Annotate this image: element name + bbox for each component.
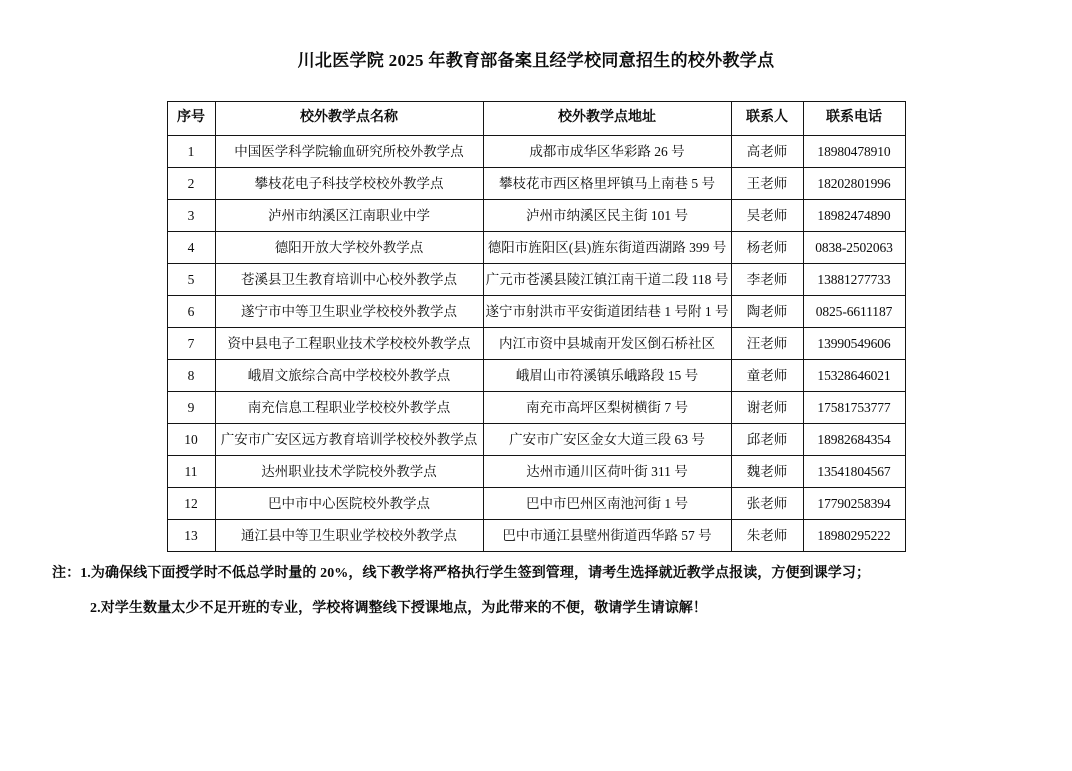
table-row <box>167 264 905 296</box>
cell-index: 2 <box>167 168 215 200</box>
column-header-address: 校外教学点地址 <box>483 102 731 136</box>
cell-name: 资中县电子工程职业技术学校校外教学点 <box>215 328 483 360</box>
column-header-name: 校外教学点名称 <box>215 102 483 136</box>
cell-phone: 15328646021 <box>803 360 905 392</box>
cell-index: 8 <box>167 360 215 392</box>
cell-phone: 18980478910 <box>803 136 905 168</box>
table-row <box>167 296 905 328</box>
cell-address: 巴中市巴州区南池河街 1 号 <box>483 488 731 520</box>
cell-address: 德阳市旌阳区(县)旌东街道西湖路 399 号 <box>483 232 731 264</box>
column-header-contact: 联系人 <box>731 102 803 136</box>
table-row <box>167 488 905 520</box>
cell-phone: 0838-2502063 <box>803 232 905 264</box>
cell-contact: 陶老师 <box>731 296 803 328</box>
cell-contact: 魏老师 <box>731 456 803 488</box>
cell-address: 广安市广安区金女大道三段 63 号 <box>483 424 731 456</box>
table-row <box>167 456 905 488</box>
cell-contact: 谢老师 <box>731 392 803 424</box>
cell-name: 通江县中等卫生职业学校校外教学点 <box>215 520 483 552</box>
table-row <box>167 328 905 360</box>
cell-index: 3 <box>167 200 215 232</box>
cell-phone: 0825-6611187 <box>803 296 905 328</box>
document-page <box>0 46 1072 771</box>
cell-index: 6 <box>167 296 215 328</box>
cell-index: 1 <box>167 136 215 168</box>
note-line-2: 2.对学生数量太少不足开班的专业，学校将调整线下授课地点，为此带来的不便，敬请学生请谅解！ <box>90 601 707 616</box>
cell-phone: 17790258394 <box>803 488 905 520</box>
cell-phone: 18202801996 <box>803 168 905 200</box>
cell-address: 广元市苍溪县陵江镇江南干道二段 118 号 <box>483 264 731 296</box>
cell-contact: 吴老师 <box>731 200 803 232</box>
cell-address: 攀枝花市西区格里坪镇马上南巷 5 号 <box>483 168 731 200</box>
cell-name: 中国医学科学院输血研究所校外教学点 <box>215 136 483 168</box>
cell-phone: 18980295222 <box>803 520 905 552</box>
cell-name: 广安市广安区远方教育培训学校校外教学点 <box>215 424 483 456</box>
cell-phone: 13990549606 <box>803 328 905 360</box>
cell-contact: 邱老师 <box>731 424 803 456</box>
cell-contact: 王老师 <box>731 168 803 200</box>
column-header-phone: 联系电话 <box>803 102 905 136</box>
cell-contact: 汪老师 <box>731 328 803 360</box>
cell-index: 7 <box>167 328 215 360</box>
table-row <box>167 168 905 200</box>
cell-name: 峨眉文旅综合高中学校校外教学点 <box>215 360 483 392</box>
table-row <box>167 200 905 232</box>
table-header-row <box>167 102 905 136</box>
teaching-points-table-container <box>0 101 1072 552</box>
table-row <box>167 520 905 552</box>
note-line-1: 注：1.为确保线下面授学时不低总学时量的 20%，线下教学将严格执行学生签到管理，请考生选择就近教学点报读，方便到课学习； <box>52 566 871 581</box>
cell-phone: 18982684354 <box>803 424 905 456</box>
cell-phone: 13541804567 <box>803 456 905 488</box>
cell-phone: 17581753777 <box>803 392 905 424</box>
cell-index: 13 <box>167 520 215 552</box>
cell-phone: 13881277733 <box>803 264 905 296</box>
cell-phone: 18982474890 <box>803 200 905 232</box>
page-title: 川北医学院 2025 年教育部备案且经学校同意招生的校外教学点 <box>297 51 775 70</box>
cell-name: 达州职业技术学院校外教学点 <box>215 456 483 488</box>
cell-contact: 张老师 <box>731 488 803 520</box>
table-row <box>167 424 905 456</box>
cell-contact: 杨老师 <box>731 232 803 264</box>
cell-name: 苍溪县卫生教育培训中心校外教学点 <box>215 264 483 296</box>
table-row <box>167 232 905 264</box>
cell-name: 遂宁市中等卫生职业学校校外教学点 <box>215 296 483 328</box>
cell-address: 内江市资中县城南开发区倒石桥社区 <box>483 328 731 360</box>
table-row <box>167 136 905 168</box>
cell-contact: 童老师 <box>731 360 803 392</box>
cell-contact: 李老师 <box>731 264 803 296</box>
cell-index: 10 <box>167 424 215 456</box>
table-row <box>167 392 905 424</box>
table-row <box>167 360 905 392</box>
cell-index: 5 <box>167 264 215 296</box>
cell-index: 4 <box>167 232 215 264</box>
cell-index: 11 <box>167 456 215 488</box>
notes-section <box>0 563 1072 619</box>
cell-address: 遂宁市射洪市平安街道团结巷 1 号附 1 号 <box>483 296 731 328</box>
teaching-points-table <box>167 101 906 552</box>
cell-name: 南充信息工程职业学校校外教学点 <box>215 392 483 424</box>
cell-name: 德阳开放大学校外教学点 <box>215 232 483 264</box>
cell-address: 南充市高坪区梨树横街 7 号 <box>483 392 731 424</box>
cell-name: 攀枝花电子科技学校校外教学点 <box>215 168 483 200</box>
cell-address: 巴中市通江县壁州街道西华路 57 号 <box>483 520 731 552</box>
cell-address: 达州市通川区荷叶街 311 号 <box>483 456 731 488</box>
cell-address: 成都市成华区华彩路 26 号 <box>483 136 731 168</box>
cell-index: 12 <box>167 488 215 520</box>
cell-address: 泸州市纳溪区民主街 101 号 <box>483 200 731 232</box>
cell-address: 峨眉山市符溪镇乐峨路段 15 号 <box>483 360 731 392</box>
column-header-index: 序号 <box>167 102 215 136</box>
cell-index: 9 <box>167 392 215 424</box>
cell-contact: 朱老师 <box>731 520 803 552</box>
cell-name: 巴中市中心医院校外教学点 <box>215 488 483 520</box>
cell-name: 泸州市纳溪区江南职业中学 <box>215 200 483 232</box>
cell-contact: 高老师 <box>731 136 803 168</box>
